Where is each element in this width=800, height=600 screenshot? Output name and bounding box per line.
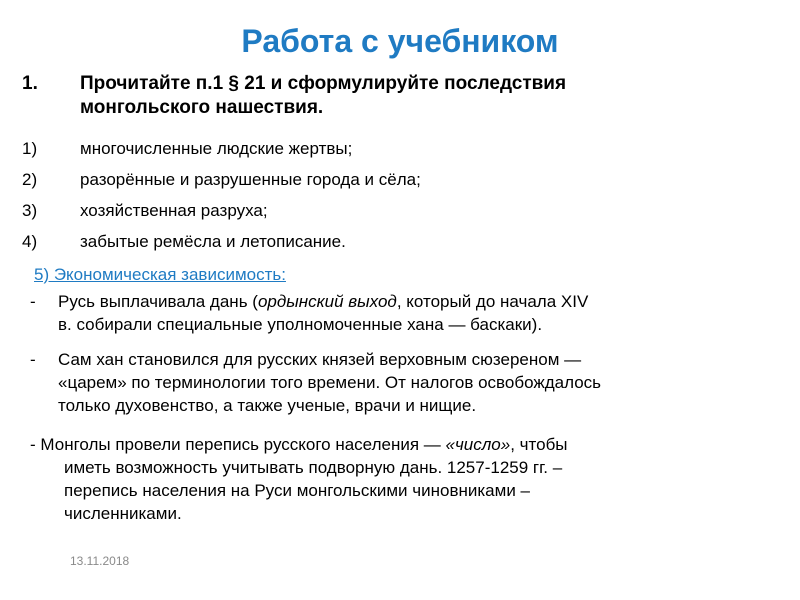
question-number: 1.: [22, 73, 38, 94]
italic-term: ордынский выход: [257, 292, 397, 311]
list-item-text: разорённые и разрушенные города и сёла;: [80, 170, 421, 189]
bullet-line-4: численниками.: [64, 504, 182, 523]
question-line-2: монгольского нашествия.: [80, 97, 324, 118]
assignment-question: [22, 72, 782, 120]
list-item-number: 4): [22, 232, 38, 251]
list-item: [22, 138, 782, 169]
text-part: Русь выплачивала дань (: [58, 292, 258, 311]
bullet-dash: -: [30, 292, 36, 311]
khan-bullet: [30, 348, 780, 417]
bullet-line-2: иметь возможность учитывать подворную дань. 1257-1259 гг. –: [64, 458, 563, 477]
bullet-line-2: «царем» по терминологии того времени. От налогов освобождалось: [58, 373, 602, 392]
bullet-text: [58, 290, 780, 336]
bullet-line-3: только духовенство, а также ученые, врачи и нищие.: [58, 396, 477, 415]
list-item-number: 1): [22, 139, 38, 158]
bullet-line-1: [30, 433, 780, 456]
list-item-text: забытые ремёсла и летописание.: [80, 232, 346, 251]
text-part: - Монголы провели перепись русского населения —: [30, 435, 446, 454]
slide-title: Работа с учебником: [241, 23, 559, 59]
consequences-list: [22, 138, 782, 262]
question-line-1: Прочитайте п.1 § 21 и сформулируйте последствия: [80, 73, 567, 94]
bullet-line-1: [58, 290, 780, 313]
question-text: [80, 72, 782, 120]
text-part: , чтобы: [510, 435, 568, 454]
economic-dependence-heading: 5) Экономическая зависимость:: [34, 265, 286, 284]
census-bullet: [30, 433, 780, 525]
bullet-text: [58, 348, 780, 417]
list-item: [22, 231, 782, 262]
list-item-text: многочисленные людские жертвы;: [80, 139, 353, 158]
list-item-text: хозяйственная разруха;: [80, 201, 268, 220]
bullet-line-3: перепись населения на Руси монгольскими чиновниками –: [64, 481, 530, 500]
list-item-number: 2): [22, 170, 38, 189]
list-item: [22, 200, 782, 231]
bullet-line-1: Сам хан становился для русских князей верховным сюзереном —: [58, 350, 582, 369]
tribute-bullet: [30, 290, 780, 336]
slide-date: 13.11.2018: [70, 554, 130, 568]
bullet-line-2: в. собирали специальные уполномоченные хана — баскаки).: [58, 315, 543, 334]
bullet-dash: -: [30, 350, 36, 369]
italic-term: «число»: [445, 435, 511, 454]
list-item-number: 3): [22, 201, 38, 220]
list-item: [22, 169, 782, 200]
text-part: , который до начала XIV: [396, 292, 589, 311]
